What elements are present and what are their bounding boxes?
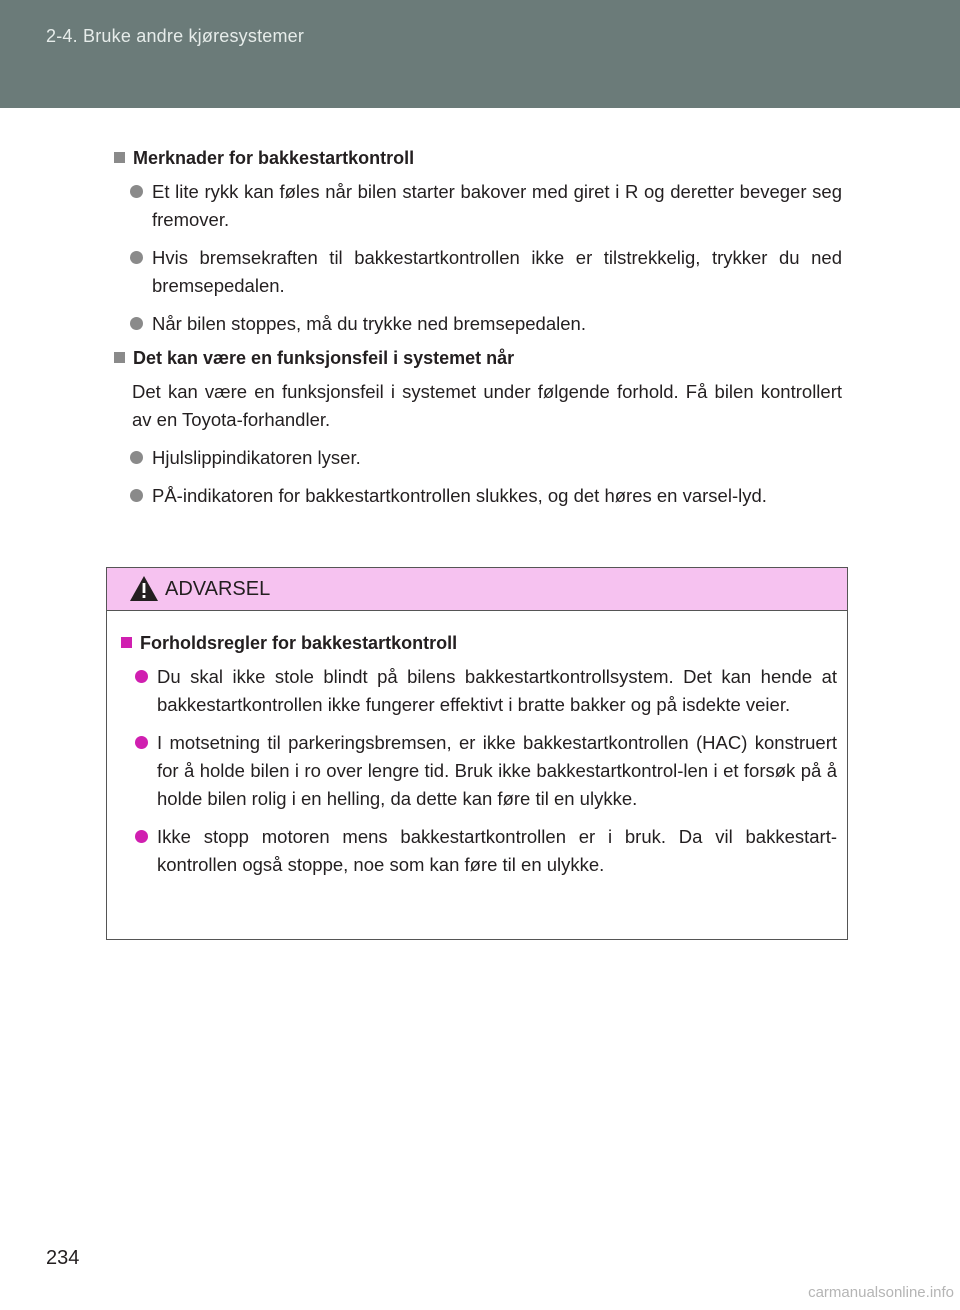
round-bullet-icon bbox=[135, 830, 148, 843]
round-bullet-icon bbox=[130, 185, 143, 198]
list-item: Ikke stopp motoren mens bakkestartkontrollen er i bruk. Da vil bakkestart-kontrollen også stoppe, noe som kan føre til en ulykke. bbox=[135, 823, 837, 879]
round-bullet-icon bbox=[130, 317, 143, 330]
list-item: Hjulslippindikatoren lyser. bbox=[130, 444, 842, 472]
round-bullet-icon bbox=[130, 251, 143, 264]
warning-header bbox=[107, 568, 847, 611]
round-bullet-icon bbox=[130, 451, 143, 464]
page-number: 234 bbox=[46, 1247, 80, 1269]
list-item: Et lite rykk kan føles når bilen starter bakover med giret i R og deretter beveger seg fremover. bbox=[130, 178, 842, 234]
watermark: carmanualsonline.info bbox=[808, 1284, 954, 1301]
section-paragraph: Det kan være en funksjonsfeil i systemet under følgende forhold. Få bilen kontrollert av en Toyota-forhandler. bbox=[132, 381, 842, 430]
square-bullet-icon bbox=[114, 352, 125, 363]
round-bullet-icon bbox=[135, 670, 148, 683]
main-content bbox=[112, 144, 842, 520]
warning-body bbox=[107, 611, 847, 879]
round-bullet-icon bbox=[135, 736, 148, 749]
list-item: I motsetning til parkeringsbremsen, er ikke bakkestartkontrollen (HAC) konstruert for å holde bilen i ro over lengre tid. Bruk ikke bakkestartkontrol-len i et forsøk på å holde bilen rolig i en helling, da dette kan føre til en ulykke. bbox=[135, 729, 837, 813]
section-heading: Det kan være en funksjonsfeil i systemet når bbox=[112, 344, 842, 372]
list-item: Når bilen stoppes, må du trykke ned bremsepedalen. bbox=[130, 310, 842, 338]
round-bullet-icon bbox=[130, 489, 143, 502]
page-header bbox=[0, 0, 960, 108]
list-item: PÅ-indikatoren for bakkestartkontrollen slukkes, og det høres en varsel-lyd. bbox=[130, 482, 842, 510]
section-heading: Merknader for bakkestartkontroll bbox=[112, 144, 842, 172]
warning-triangle-icon bbox=[129, 575, 159, 602]
warning-title: ADVARSEL bbox=[165, 578, 271, 600]
square-bullet-icon bbox=[114, 152, 125, 163]
list-item: Du skal ikke stole blindt på bilens bakkestartkontrollsystem. Det kan hende at bakkestartkontrollen ikke fungerer effektivt i bratte bakker og på isdekte veier. bbox=[135, 663, 837, 719]
warning-heading: Forholdsregler for bakkestartkontroll bbox=[119, 629, 837, 657]
chapter-title: 2-4. Bruke andre kjøresystemer bbox=[46, 26, 305, 46]
square-bullet-icon bbox=[121, 637, 132, 648]
list-item: Hvis bremsekraften til bakkestartkontrollen ikke er tilstrekkelig, trykker du ned bremsepedalen. bbox=[130, 244, 842, 300]
warning-box bbox=[106, 567, 848, 940]
